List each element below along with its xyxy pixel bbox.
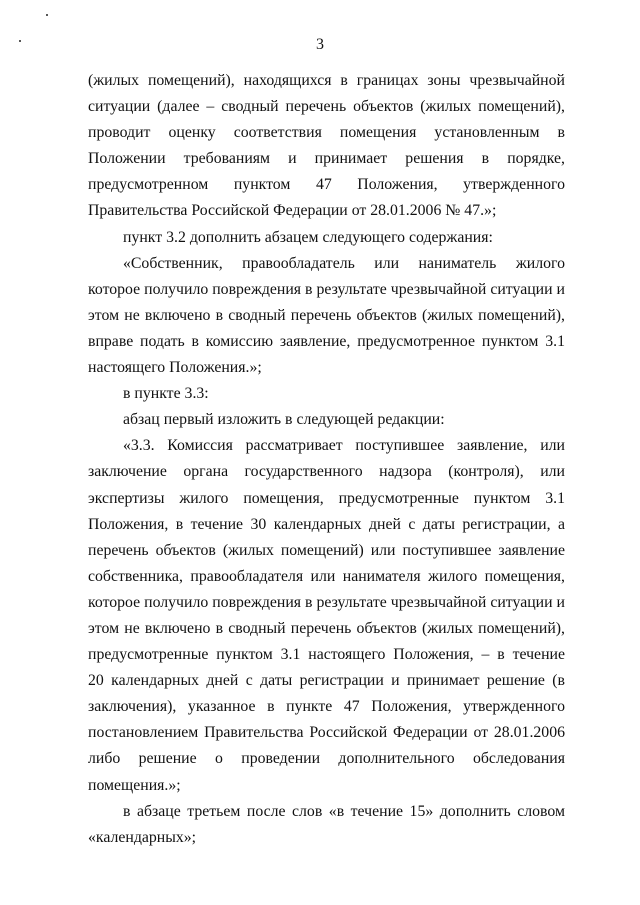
- text-line: помещения.»;: [88, 776, 181, 794]
- text-line: «календарных»;: [88, 828, 197, 846]
- text-line: перечень объектов (жилых помещений) или поступившее заявление: [88, 541, 565, 559]
- text-line: ситуации (далее – сводный перечень объектов (жилых помещений),: [88, 98, 565, 116]
- text-line: «3.3. Комиссия рассматривает поступившее заявление, или: [123, 437, 565, 455]
- text-line: собственника, правообладателя или нанимателя жилого помещения,: [88, 567, 565, 585]
- text-line: этом не включено в сводный перечень объектов (жилых помещений),: [88, 619, 565, 637]
- text-line: предусмотренные пунктом 3.1 настоящего Положения, – в течение: [88, 646, 565, 664]
- text-line: «Собственник, правообладатель или наниматель жилого: [123, 254, 565, 272]
- text-line: 20 календарных дней с даты регистрации и принимает решение (в: [88, 672, 565, 690]
- text-line: постановлением Правительства Российской Федерации от 28.01.2006: [88, 724, 565, 742]
- text-line: которое получило повреждения в результате чрезвычайной ситуации и: [88, 593, 565, 611]
- text-line: в пункте 3.3:: [123, 385, 209, 403]
- text-line: настоящего Положения.»;: [88, 359, 262, 377]
- text-line: которое получило повреждения в результате чрезвычайной ситуации и: [88, 280, 565, 298]
- text-line: заключение органа государственного надзора (контроля), или: [88, 463, 565, 481]
- text-line: либо решение о проведении дополнительного обследования: [88, 750, 565, 768]
- text-line: Правительства Российской Федерации от 28.01.2006 № 47.»;: [88, 202, 497, 220]
- text-line: проводит оценку соответствия помещения установленным в: [88, 124, 565, 142]
- text-line: вправе подать в комиссию заявление, предусмотренное пунктом 3.1: [88, 332, 565, 350]
- text-line: в абзаце третьем после слов «в течение 15» дополнить словом: [123, 802, 565, 820]
- text-line: этом не включено в сводный перечень объектов (жилых помещений),: [88, 306, 565, 324]
- text-line: (жилых помещений), находящихся в границах зоны чрезвычайной: [88, 72, 565, 89]
- text-line: абзац первый изложить в следующей редакции:: [123, 411, 445, 429]
- document-body: [88, 68, 565, 851]
- text-line: предусмотренном пунктом 47 Положения, утвержденного: [88, 176, 565, 194]
- scan-speck: [46, 14, 48, 16]
- text-line: экспертизы жилого помещения, предусмотренные пунктом 3.1: [88, 489, 565, 507]
- text-line: Положения, в течение 30 календарных дней с даты регистрации, а: [88, 515, 565, 533]
- text-line: пункт 3.2 дополнить абзацем следующего содержания:: [123, 228, 493, 246]
- text-line: заключения), указанное в пункте 47 Положения, утвержденного: [88, 698, 565, 716]
- page-number: 3: [316, 36, 324, 53]
- text-line: Положении требованиям и принимает решения в порядке,: [88, 150, 565, 168]
